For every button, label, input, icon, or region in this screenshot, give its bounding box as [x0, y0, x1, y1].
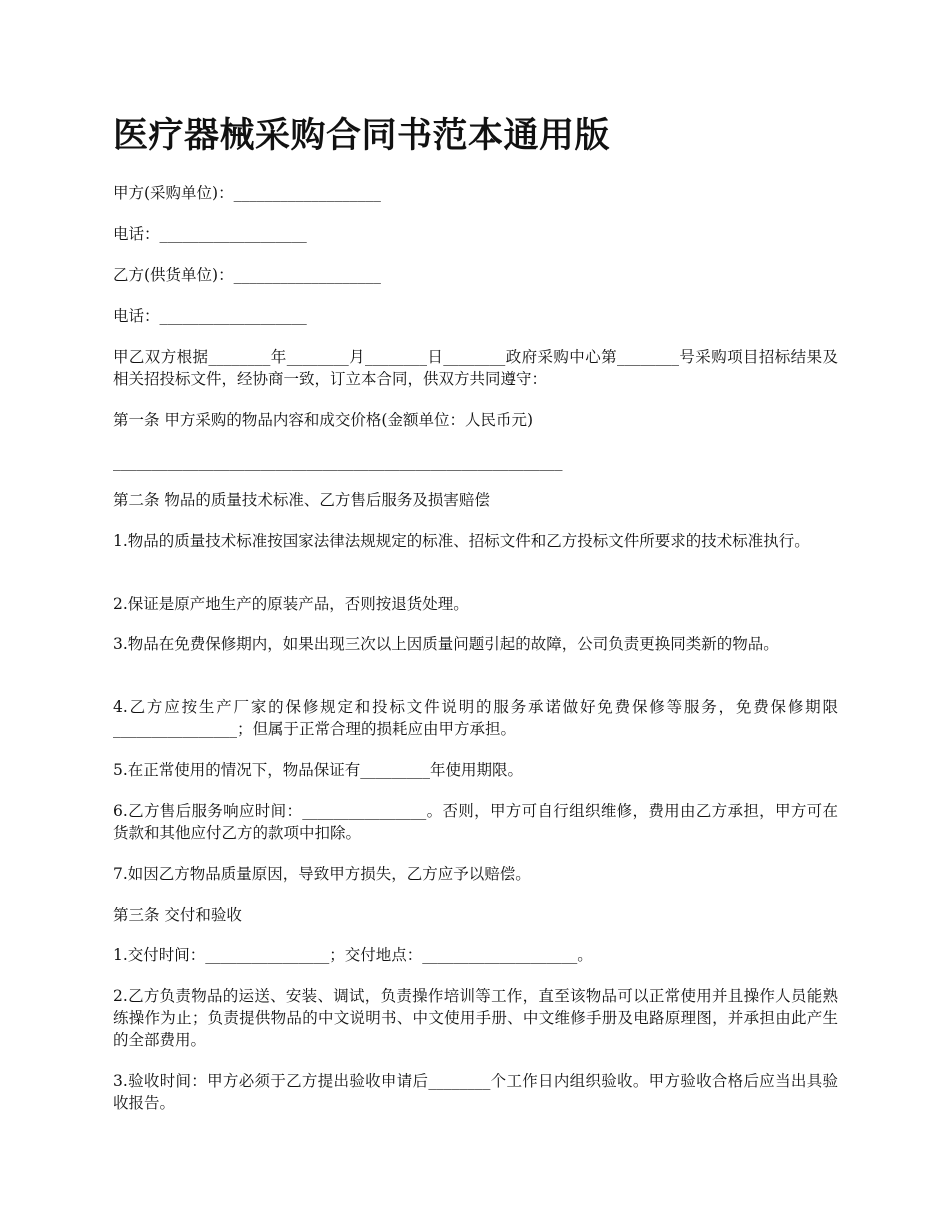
article-2-heading: 第二条 物品的质量技术标准、乙方售后服务及损害赔偿: [113, 491, 490, 509]
article-2-clause-1: 1.物品的质量技术标准按国家法律法规规定的标准、招标文件和乙方投标文件所要求的技术标准执行。: [113, 532, 810, 550]
article-1-heading: 第一条 甲方采购的物品内容和成交价格(金额单位：人民币元): [113, 411, 534, 429]
article-1-blank-line: __________________________________________________________: [113, 453, 563, 471]
article-2-clause-2: 2.保证是原产地生产的原装产品，否则按退货处理。: [113, 595, 469, 613]
article-2-clause-3: 3.物品在免费保修期内，如果出现三次以上因质量问题引起的故障，公司负责更换同类新的物品。: [113, 635, 779, 653]
article-3-clause-3: 3.验收时间：甲方必须于乙方提出验收申请后________个工作日内组织验收。甲方验收合格后应当出具验收报告。: [113, 1072, 838, 1112]
party-a-phone-line: 电话：___________________: [113, 225, 307, 243]
party-b-line: 乙方(供货单位)：___________________: [113, 266, 381, 284]
article-2-clause-7: 7.如因乙方物品质量原因，导致甲方损失，乙方应予以赔偿。: [113, 865, 531, 883]
party-b-phone-line: 电话：___________________: [113, 307, 307, 325]
article-3-clause-1: 1.交付时间：________________；交付地点：____________________。: [113, 946, 593, 964]
article-3-clause-2: 2.乙方负责物品的运送、安装、调试，负责操作培训等工作，直至该物品可以正常使用并且操作人员能熟练操作为止；负责提供物品的中文说明书、中文使用手册、中文维修手册及电路原理图，并承担由此产生的全部费用。: [113, 987, 838, 1049]
article-2-clause-4: 4.乙方应按生产厂家的保修规定和投标文件说明的服务承诺做好免费保修等服务，免费保修期限________________；但属于正常合理的损耗应由甲方承担。: [113, 698, 838, 738]
document-title: 医疗器械采购合同书范本通用版: [113, 116, 611, 156]
party-a-line: 甲方(采购单位)：___________________: [113, 184, 381, 202]
article-2-clause-5: 5.在正常使用的情况下，物品保证有_________年使用期限。: [113, 761, 524, 779]
article-2-clause-6: 6.乙方售后服务响应时间：________________。否则，甲方可自行组织维修，费用由乙方承担，甲方可在货款和其他应付乙方的款项中扣除。: [113, 802, 838, 842]
article-3-heading: 第三条 交付和验收: [113, 906, 242, 924]
preamble-paragraph: 甲乙双方根据________年________月________日________政府采购中心第________号采购项目招标结果及相关招投标文件，经协商一致，订立本合同，供双方共同遵守：: [113, 348, 838, 388]
